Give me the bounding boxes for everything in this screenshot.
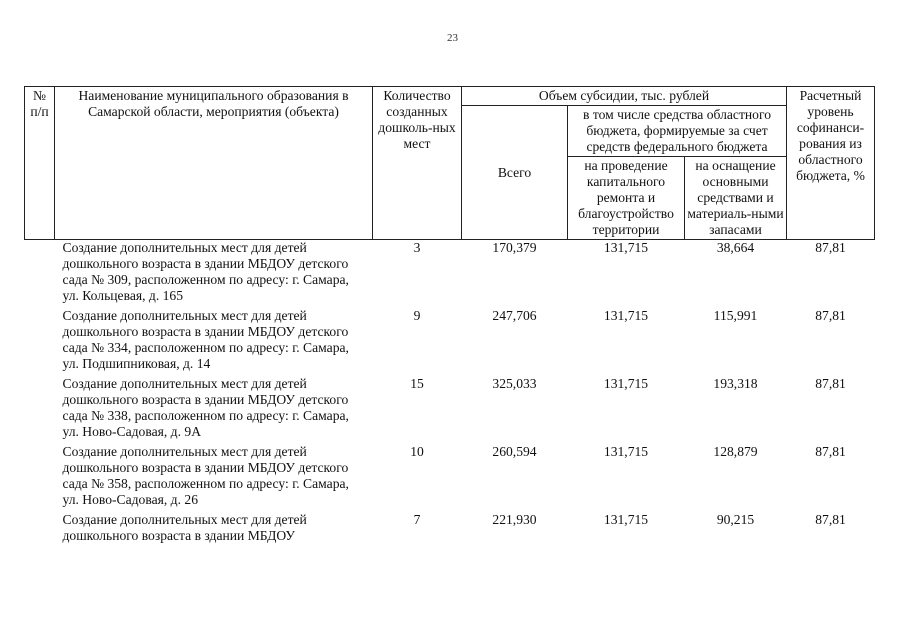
row-name: Создание дополнительных мест для детей дошкольного возраста в здании МБДОУ детского сада № 338, расположенном по адресу: г. Самара, ул. Ново-Садовая, д. 9А	[62, 376, 349, 439]
row-repair: 131,715	[603, 444, 649, 459]
row-level: 87,81	[815, 512, 846, 527]
table-row	[25, 512, 875, 548]
row-total: 221,930	[492, 512, 537, 527]
row-level: 87,81	[815, 240, 846, 255]
row-name: Создание дополнительных мест для детей дошкольного возраста в здании МБДОУ	[62, 512, 307, 543]
row-places: 7	[413, 512, 421, 527]
row-equip: 193,318	[713, 376, 758, 391]
page-number: 23	[447, 32, 458, 44]
table-row	[25, 376, 875, 444]
table-row	[25, 240, 875, 309]
table-row	[25, 444, 875, 512]
row-places: 9	[413, 308, 421, 323]
header-level: Расчетный уровень софинанси-рования из областного бюджета, %	[787, 87, 875, 240]
header-equip: на оснащение основными средствами и материаль-ными запасами	[685, 157, 787, 240]
header-repair: на проведение капитального ремонта и благоустройство территории	[568, 157, 685, 240]
header-total: Всего	[462, 106, 568, 240]
row-repair: 131,715	[603, 240, 649, 255]
header-subsidy: Объем субсидии, тыс. рублей	[462, 87, 787, 106]
subsidy-table-container	[24, 86, 874, 548]
table-row	[25, 308, 875, 376]
row-places: 15	[410, 376, 424, 391]
table-header	[25, 87, 875, 240]
row-level: 87,81	[815, 444, 846, 459]
row-repair: 131,715	[603, 512, 649, 527]
row-level: 87,81	[815, 308, 846, 323]
row-total: 170,379	[492, 240, 537, 255]
header-name: Наименование муниципального образования в Самарской области, мероприятия (объекта)	[55, 87, 373, 240]
row-name: Создание дополнительных мест для детей дошкольного возраста в здании МБДОУ детского сада № 358, расположенном по адресу: г. Самара, ул. Ново-Садовая, д. 26	[62, 444, 349, 507]
row-repair: 131,715	[603, 376, 649, 391]
row-equip: 115,991	[713, 308, 758, 323]
row-places: 10	[410, 444, 424, 459]
row-total: 247,706	[492, 308, 537, 323]
row-name: Создание дополнительных мест для детей дошкольного возраста в здании МБДОУ детского сада № 309, расположенном по адресу: г. Самара, ул. Кольцевая, д. 165	[62, 240, 349, 303]
row-equip: 38,664	[716, 240, 755, 255]
row-repair: 131,715	[603, 308, 649, 323]
row-name: Создание дополнительных мест для детей дошкольного возраста в здании МБДОУ детского сада № 334, расположенном по адресу: г. Самара, ул. Подшипниковая, д. 14	[62, 308, 349, 371]
subsidy-table	[24, 86, 875, 548]
row-equip: 90,215	[716, 512, 755, 527]
row-level: 87,81	[815, 376, 846, 391]
row-equip: 128,879	[713, 444, 758, 459]
table-body	[25, 240, 875, 549]
row-total: 260,594	[492, 444, 537, 459]
header-places: Количество созданных дошколь-ных мест	[373, 87, 462, 240]
row-places: 3	[413, 240, 421, 255]
header-incl: в том числе средства областного бюджета, формируемые за счет средств федерального бюджета	[568, 106, 787, 157]
row-total: 325,033	[492, 376, 537, 391]
header-num: № п/п	[25, 87, 55, 240]
